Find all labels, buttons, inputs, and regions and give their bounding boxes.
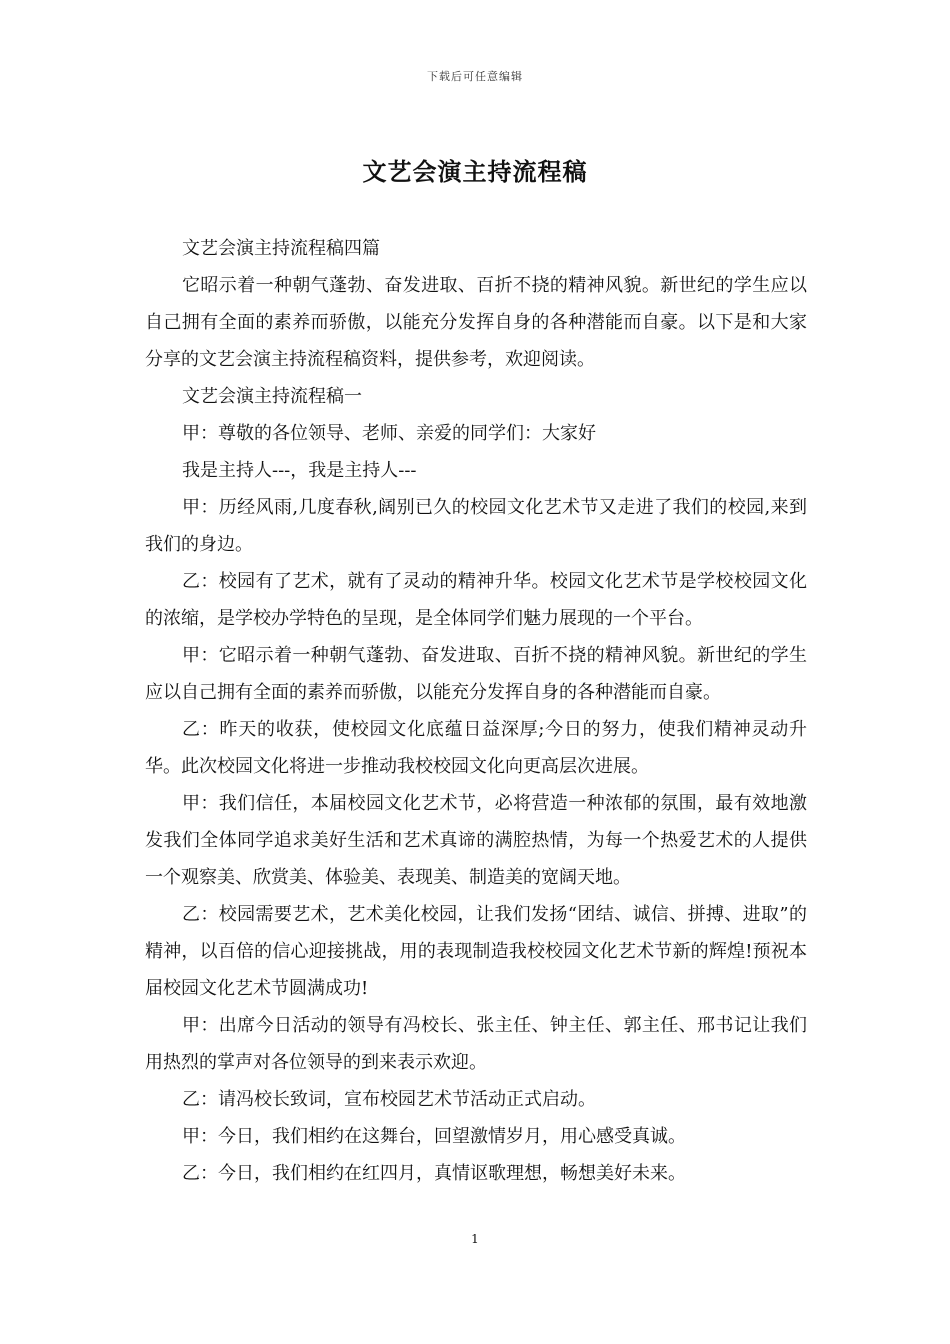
page-number: 1 (471, 1232, 479, 1246)
paragraph: 甲：历经风雨,几度春秋,阔别已久的校园文化艺术节又走进了我们的校园,来到我们的身边。 (145, 497, 807, 555)
document-body (145, 230, 807, 1192)
paragraph: 我是主持人---，我是主持人--- (182, 460, 417, 481)
paragraph: 文艺会演主持流程稿四篇 (182, 238, 380, 259)
page-header-note: 下载后可任意编辑 (427, 70, 523, 83)
paragraph: 甲：尊敬的各位领导、老师、亲爱的同学们：大家好 (182, 423, 596, 444)
paragraph: 乙：今日，我们相约在红四月，真情讴歌理想，畅想美好未来。 (182, 1163, 686, 1184)
paragraph: 乙：请冯校长致词，宣布校园艺术节活动正式启动。 (182, 1089, 596, 1110)
paragraph: 乙：校园需要艺术，艺术美化校园，让我们发扬“团结、诚信、拼搏、进取”的精神，以百倍的信心迎接挑战，用的表现制造我校校园文化艺术节新的辉煌!预祝本届校园文化艺术节圆满成功! (145, 904, 807, 999)
paragraph: 甲：今日，我们相约在这舞台，回望激情岁月，用心感受真诚。 (182, 1126, 686, 1147)
paragraph: 乙：昨天的收获，使校园文化底蕴日益深厚;今日的努力，使我们精神灵动升华。此次校园文化将进一步推动我校校园文化向更高层次进展。 (145, 719, 807, 777)
paragraph: 甲：出席今日活动的领导有冯校长、张主任、钟主任、郭主任、邢书记让我们用热烈的掌声对各位领导的到来表示欢迎。 (145, 1015, 807, 1073)
document-title: 文艺会演主持流程稿 (362, 157, 588, 186)
paragraph: 甲：我们信任，本届校园文化艺术节，必将营造一种浓郁的氛围，最有效地激发我们全体同学追求美好生活和艺术真谛的满腔热情，为每一个热爱艺术的人提供一个观察美、欣赏美、体验美、表现美、制造美的宽阔天地。 (145, 793, 807, 888)
paragraph: 它昭示着一种朝气蓬勃、奋发进取、百折不挠的精神风貌。新世纪的学生应以自己拥有全面的素养而骄傲，以能充分发挥自身的各种潜能而自豪。以下是和大家分享的文艺会演主持流程稿资料，提供参考，欢迎阅读。 (145, 275, 807, 370)
paragraph: 甲：它昭示着一种朝气蓬勃、奋发进取、百折不挠的精神风貌。新世纪的学生应以自己拥有全面的素养而骄傲，以能充分发挥自身的各种潜能而自豪。 (145, 645, 807, 703)
paragraph: 乙：校园有了艺术，就有了灵动的精神升华。校园文化艺术节是学校校园文化的浓缩，是学校办学特色的呈现，是全体同学们魅力展现的一个平台。 (145, 571, 807, 629)
paragraph: 文艺会演主持流程稿一 (182, 386, 362, 407)
